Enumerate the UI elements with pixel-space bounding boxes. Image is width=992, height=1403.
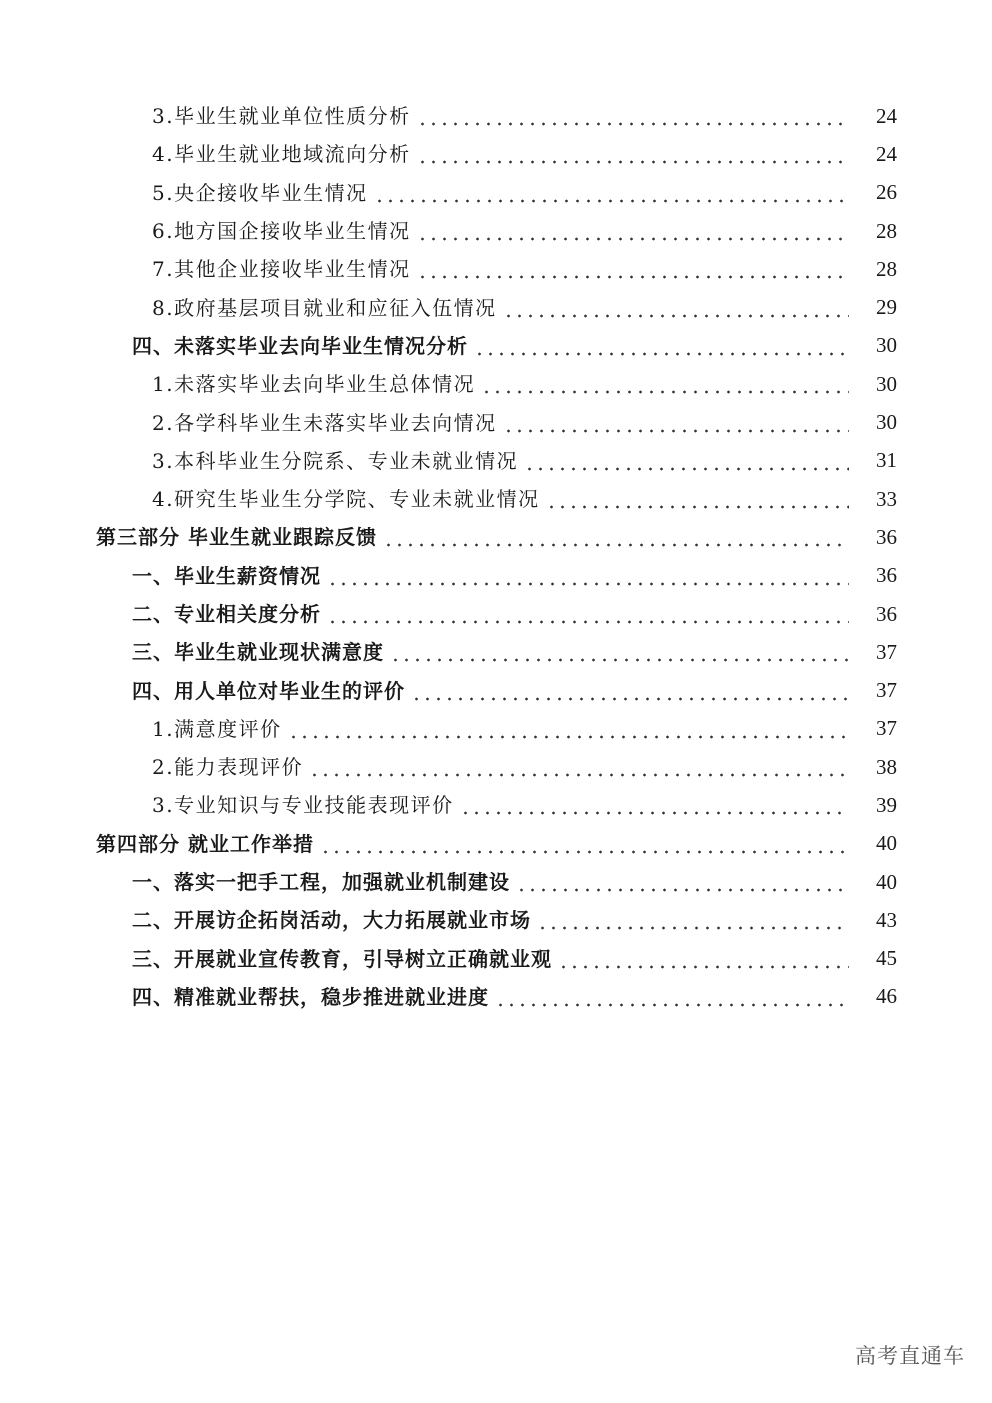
toc-page-number: 28: [876, 218, 897, 243]
toc-entry-title: 1.未落实毕业去向毕业生总体情况: [152, 372, 476, 397]
toc-page-number: 37: [876, 716, 897, 741]
toc-entry-title: 8.政府基层项目就业和应征入伍情况: [152, 295, 497, 320]
toc-entry[interactable]: [0, 748, 992, 786]
toc-entry[interactable]: [0, 901, 992, 939]
toc-entry[interactable]: [0, 633, 992, 671]
toc-dot-leader: [309, 757, 849, 777]
toc-dot-leader: [288, 719, 849, 739]
toc-entry-title: 三、毕业生就业现状满意度: [132, 640, 384, 665]
toc-entry[interactable]: [0, 97, 992, 135]
toc-page-number: 37: [876, 678, 897, 703]
toc-entry[interactable]: [0, 557, 992, 595]
toc-page-number: 26: [876, 180, 897, 205]
toc-entry-title: 一、毕业生薪资情况: [132, 563, 321, 588]
toc-page-number: 29: [876, 295, 897, 320]
toc-page-number: 30: [876, 410, 897, 435]
toc-page-number: 33: [876, 486, 897, 511]
toc-page-number: 39: [876, 792, 897, 817]
toc-dot-leader: [524, 451, 849, 471]
toc-entry[interactable]: [0, 595, 992, 633]
toc-entry[interactable]: [0, 250, 992, 288]
toc-dot-leader: [537, 910, 849, 930]
toc-entry[interactable]: [0, 518, 992, 556]
toc-entry[interactable]: [0, 174, 992, 212]
toc-entry[interactable]: [0, 480, 992, 518]
table-of-contents: [0, 97, 992, 1016]
toc-dot-leader: [374, 183, 849, 203]
toc-entry-title: 第三部分 毕业生就业跟踪反馈: [96, 525, 377, 550]
watermark: 高考直通车: [855, 1344, 965, 1368]
toc-entry[interactable]: [0, 863, 992, 901]
toc-page-number: 40: [876, 869, 897, 894]
toc-page-number: 38: [876, 754, 897, 779]
toc-dot-leader: [417, 221, 849, 241]
toc-entry[interactable]: [0, 135, 992, 173]
toc-entry-title: 4.毕业生就业地域流向分析: [152, 142, 411, 167]
toc-entry-title: 4.研究生毕业生分学院、专业未就业情况: [152, 487, 540, 512]
toc-entry-title: 第四部分 就业工作举措: [96, 831, 314, 856]
toc-page-number: 36: [876, 563, 897, 588]
toc-entry[interactable]: [0, 710, 992, 748]
toc-page-number: 36: [876, 601, 897, 626]
toc-page-number: 30: [876, 371, 897, 396]
toc-dot-leader: [474, 336, 849, 356]
toc-entry-title: 2.各学科毕业生未落实毕业去向情况: [152, 410, 497, 435]
toc-entry-title: 3.专业知识与专业技能表现评价: [152, 793, 454, 818]
toc-entry[interactable]: [0, 327, 992, 365]
toc-entry-title: 6.地方国企接收毕业生情况: [152, 219, 411, 244]
toc-entry-title: 3.本科毕业生分院系、专业未就业情况: [152, 448, 519, 473]
toc-entry[interactable]: [0, 442, 992, 480]
toc-page-number: 28: [876, 256, 897, 281]
toc-entry-title: 四、精准就业帮扶，稳步推进就业进度: [132, 984, 489, 1009]
toc-entry-title: 5.央企接收毕业生情况: [152, 180, 368, 205]
toc-page-number: 45: [876, 946, 897, 971]
toc-dot-leader: [390, 642, 849, 662]
toc-page-number: 36: [876, 524, 897, 549]
toc-page-number: 30: [876, 333, 897, 358]
toc-dot-leader: [417, 144, 849, 164]
toc-entry-title: 一、落实一把手工程，加强就业机制建设: [132, 870, 510, 895]
toc-dot-leader: [460, 795, 849, 815]
toc-entry-title: 1.满意度评价: [152, 716, 282, 741]
toc-page-number: 31: [876, 448, 897, 473]
toc-page-number: 40: [876, 831, 897, 856]
toc-entry[interactable]: [0, 288, 992, 326]
toc-dot-leader: [411, 681, 849, 701]
toc-entry-title: 2.能力表现评价: [152, 755, 304, 780]
toc-dot-leader: [320, 834, 849, 854]
toc-entry[interactable]: [0, 825, 992, 863]
toc-entry[interactable]: [0, 365, 992, 403]
toc-page-number: 24: [876, 103, 897, 128]
toc-entry[interactable]: [0, 978, 992, 1016]
toc-entry[interactable]: [0, 940, 992, 978]
toc-entry[interactable]: [0, 786, 992, 824]
toc-page-number: 24: [876, 141, 897, 166]
toc-dot-leader: [327, 566, 849, 586]
toc-entry-title: 四、用人单位对毕业生的评价: [132, 678, 405, 703]
toc-dot-leader: [327, 604, 849, 624]
toc-page-number: 46: [876, 984, 897, 1009]
toc-entry-title: 7.其他企业接收毕业生情况: [152, 257, 411, 282]
toc-entry-title: 三、开展就业宣传教育，引导树立正确就业观: [132, 946, 552, 971]
toc-dot-leader: [383, 527, 849, 547]
toc-dot-leader: [495, 987, 849, 1007]
toc-entry[interactable]: [0, 212, 992, 250]
toc-entry-title: 二、专业相关度分析: [132, 602, 321, 626]
toc-entry[interactable]: [0, 671, 992, 709]
toc-page-number: 43: [876, 907, 897, 932]
toc-entry-title: 四、未落实毕业去向毕业生情况分析: [132, 333, 468, 358]
toc-dot-leader: [546, 489, 849, 509]
toc-dot-leader: [558, 949, 849, 969]
toc-page-number: 37: [876, 639, 897, 664]
toc-entry[interactable]: [0, 403, 992, 441]
toc-entry-title: 3.毕业生就业单位性质分析: [152, 104, 411, 129]
toc-dot-leader: [503, 413, 849, 433]
toc-dot-leader: [503, 298, 849, 318]
toc-dot-leader: [417, 106, 849, 126]
toc-dot-leader: [417, 259, 849, 279]
toc-dot-leader: [516, 872, 849, 892]
toc-entry-title: 二、开展访企拓岗活动，大力拓展就业市场: [132, 908, 531, 933]
toc-dot-leader: [481, 374, 849, 394]
